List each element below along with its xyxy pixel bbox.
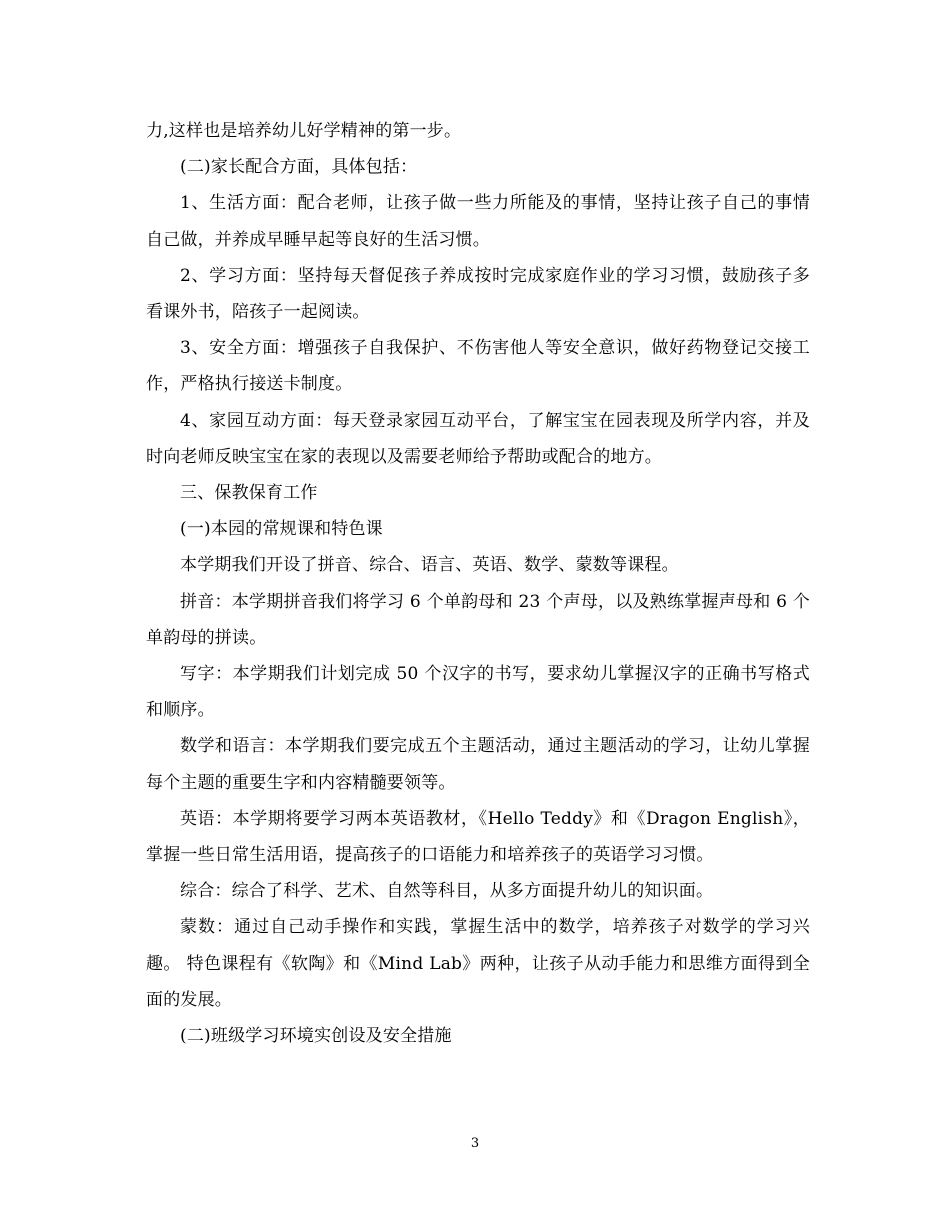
- subheading-regular-special-courses: (一)本园的常规课和特色课: [180, 519, 383, 540]
- paragraph-montessori-math: 蒙数：通过自己动手操作和实践，掌握生活中的数学，培养孩子对数学的学习兴趣。 特色课程有《软陶》和《Mind Lab》两种，让孩子从动手能力和思维方面得到全面的发展。: [146, 917, 810, 1010]
- paragraph-english: 英语：本学期将要学习两本英语教材，《Hello Teddy》和《Dragon English》，掌握一些日常生活用语，提高孩子的口语能力和培养孩子的英语学习习惯。: [146, 808, 810, 866]
- paragraph-course-list: 本学期我们开设了拼音、综合、语言、英语、数学、蒙数等课程。: [180, 555, 679, 576]
- paragraph-pinyin: 拼音：本学期拼音我们将学习 6 个单韵母和 23 个声母，以及熟练掌握声母和 6 个单韵母的拼读。: [146, 591, 810, 648]
- page-body: [146, 113, 810, 1054]
- paragraph-study-aspect: 2、学习方面：坚持每天督促孩子养成按时完成家庭作业的学习习惯，鼓励孩子多看课外书，陪孩子一起阅读。: [146, 265, 810, 323]
- paragraph-writing: 写字：本学期我们计划完成 50 个汉字的书写，要求幼儿掌握汉字的正确书写格式和顺序。: [146, 664, 810, 721]
- subheading-class-environment: (二)班级学习环境实创设及安全措施: [180, 1026, 452, 1047]
- paragraph-safety-aspect: 3、安全方面：增强孩子自我保护、不伤害他人等安全意识，做好药物登记交接工作，严格执行接送卡制度。: [146, 338, 810, 395]
- paragraph-life-aspect: 1、生活方面：配合老师，让孩子做一些力所能及的事情，坚持让孩子自己的事情自己做，并养成早睡早起等良好的生活习惯。: [146, 193, 810, 250]
- paragraph-home-school-interaction: 4、家园互动方面：每天登录家园互动平台，了解宝宝在园表现及所学内容，并及时向老师反映宝宝在家的表现以及需要老师给予帮助或配合的地方。: [146, 410, 810, 467]
- paragraph-math-language: 数学和语言：本学期我们要完成五个主题活动，通过主题活动的学习，让幼儿掌握每个主题的重要生字和内容精髓要领等。: [146, 736, 810, 793]
- heading-care-education-work: 三、保教保育工作: [180, 483, 318, 504]
- paragraph-continuation: 力,这样也是培养幼儿好学精神的第一步。: [146, 121, 462, 141]
- page-number: 3: [470, 1136, 480, 1151]
- paragraph-comprehensive: 综合：综合了科学、艺术、自然等科目，从多方面提升幼儿的知识面。: [180, 881, 714, 902]
- subheading-parent-cooperation: (二)家长配合方面，具体包括：: [180, 157, 418, 178]
